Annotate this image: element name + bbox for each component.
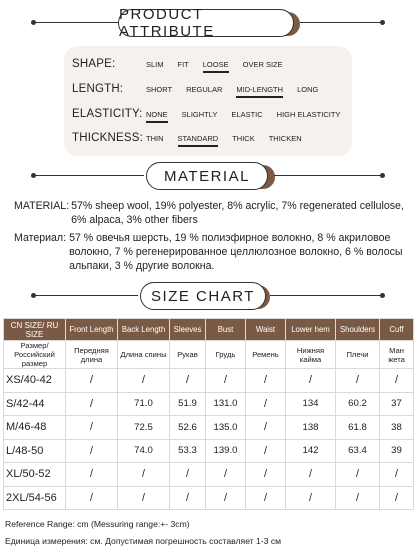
attribute-option-selected: MID-LENGTH (236, 84, 284, 94)
column-header-russian: Нижняя кайма (286, 341, 336, 369)
measurement-cell: / (336, 463, 380, 487)
measurement-cell: / (286, 486, 336, 510)
size-cell: XS/40-42 (4, 369, 66, 393)
table-row (4, 416, 414, 440)
size-table (3, 318, 414, 510)
measurement-cell: / (336, 369, 380, 393)
measurement-cell: 135.0 (206, 416, 246, 440)
measurement-cell: / (246, 463, 286, 487)
column-header: Waist (246, 319, 286, 341)
measurement-cell: 131.0 (206, 392, 246, 416)
measurement-cell: / (66, 463, 118, 487)
measurement-cell: 134 (286, 392, 336, 416)
material-heading (0, 162, 416, 190)
table-row (4, 439, 414, 463)
measurement-cell: / (336, 486, 380, 510)
material-ru-text: 57 % овечья шерсть, 19 % полиэфирное волокно, 8 % акриловое волокно, 7 % регенерированное целлюлозное волокно, 6 % волосы альпаки, 3 % другие волокна. (69, 232, 403, 272)
size-cell: L/48-50 (4, 439, 66, 463)
measurement-cell: / (170, 486, 206, 510)
column-header-russian: Передняя длина (66, 341, 118, 369)
measurement-cell: / (206, 369, 246, 393)
measurement-cell: / (170, 369, 206, 393)
column-header-russian: Ман жета (380, 341, 414, 369)
column-header: Lower hem (286, 319, 336, 341)
measurement-cell: 63.4 (336, 439, 380, 463)
table-row (4, 486, 414, 510)
attribute-option: LONG (297, 84, 319, 94)
measurement-cell: 71.0 (118, 392, 170, 416)
measurement-cell: 74.0 (118, 439, 170, 463)
measurement-cell: 138 (286, 416, 336, 440)
size-cell: S/42-44 (4, 392, 66, 416)
measurement-cell: 60.2 (336, 392, 380, 416)
measurement-cell: / (380, 463, 414, 487)
column-header-russian: Ремень (246, 341, 286, 369)
attribute-option: REGULAR (186, 84, 223, 94)
measurement-cell: 53.3 (170, 439, 206, 463)
column-header-russian: Длина спины (118, 341, 170, 369)
attribute-option: ELASTIC (231, 109, 263, 119)
measurement-cell: 139.0 (206, 439, 246, 463)
column-header: Sleeves (170, 319, 206, 341)
size-cell: M/46-48 (4, 416, 66, 440)
measurement-cell: / (206, 486, 246, 510)
attribute-option: THIN (146, 133, 164, 143)
measurement-cell: 38 (380, 416, 414, 440)
measurement-cell: 142 (286, 439, 336, 463)
column-header-russian: Размер/ Российский размер (4, 341, 66, 369)
measurement-cell: / (286, 369, 336, 393)
attribute-option: THICK (232, 133, 255, 143)
column-header-russian: Плечи (336, 341, 380, 369)
attribute-option: SLIM (146, 59, 164, 69)
attribute-row (72, 82, 332, 96)
measurement-cell: / (66, 416, 118, 440)
attribute-label: SHAPE: (72, 58, 116, 70)
attribute-row (72, 107, 354, 121)
measurement-cell: 39 (380, 439, 414, 463)
attribute-row (72, 57, 297, 71)
table-header-row (4, 319, 414, 341)
column-header-russian: Рукав (170, 341, 206, 369)
size-cell: XL/50-52 (4, 463, 66, 487)
material-title: MATERIAL (146, 162, 268, 190)
measurement-cell: / (246, 392, 286, 416)
measurement-cell: / (118, 486, 170, 510)
column-header: Shoulders (336, 319, 380, 341)
size-cell: 2XL/54-56 (4, 486, 66, 510)
column-header: Back Length (118, 319, 170, 341)
measurement-cell: 37 (380, 392, 414, 416)
measurement-cell: 72.5 (118, 416, 170, 440)
measurement-cell: / (66, 369, 118, 393)
measurement-cell: 61.8 (336, 416, 380, 440)
size-chart-heading (0, 282, 416, 310)
attribute-label: LENGTH: (72, 83, 124, 95)
table-row (4, 392, 414, 416)
column-header: CN SIZE/ RU SIZE (4, 319, 66, 341)
reference-note-russian: Единица измерения: см. Допустимая погрешность составляет 1-3 см (5, 536, 282, 546)
measurement-cell: / (118, 369, 170, 393)
product-attribute-heading (0, 6, 416, 40)
attribute-option-selected: LOOSE (202, 59, 229, 69)
attribute-option: OVER SIZE (242, 59, 283, 69)
measurement-cell: / (380, 369, 414, 393)
measurement-cell: / (246, 369, 286, 393)
column-header: Cuff (380, 319, 414, 341)
measurement-cell: 52.6 (170, 416, 206, 440)
measurement-cell: / (118, 463, 170, 487)
material-ru-label: Материал: (14, 232, 67, 244)
measurement-cell: / (66, 439, 118, 463)
measurement-cell: / (286, 463, 336, 487)
attribute-option: THICKEN (268, 133, 302, 143)
attribute-option: HIGH ELASTICITY (276, 109, 341, 119)
reference-note: Reference Range: cm (Messuring range:+- 3cm) (5, 519, 190, 529)
attribute-option: FIT (177, 59, 189, 69)
measurement-cell: / (66, 486, 118, 510)
attribute-option-selected: NONE (146, 109, 168, 119)
size-chart-title: SIZE CHART (140, 282, 266, 310)
attribute-label: ELASTICITY: (72, 108, 143, 120)
material-en-text: 57% sheep wool, 19% polyester, 8% acrylic, 7% regenerated cellulose, 6% alpaca, 3% other fibers (71, 200, 404, 226)
attribute-option: SLIGHTLY (181, 109, 218, 119)
product-attribute-title: PRODUCT ATTRIBUTE (118, 9, 294, 37)
measurement-cell: / (246, 416, 286, 440)
measurement-cell: / (246, 439, 286, 463)
table-row (4, 463, 414, 487)
measurement-cell: 51.9 (170, 392, 206, 416)
table-russian-header-row (4, 341, 414, 369)
material-english (14, 199, 409, 227)
material-russian (14, 231, 409, 273)
column-header-russian: Грудь (206, 341, 246, 369)
attribute-row (72, 131, 316, 145)
column-header: Front Length (66, 319, 118, 341)
attribute-option-selected: STANDARD (177, 133, 219, 143)
attribute-label: THICKNESS: (72, 132, 144, 144)
measurement-cell: / (246, 486, 286, 510)
measurement-cell: / (66, 392, 118, 416)
material-en-label: MATERIAL: (14, 200, 70, 212)
column-header: Bust (206, 319, 246, 341)
measurement-cell: / (380, 486, 414, 510)
measurement-cell: / (206, 463, 246, 487)
measurement-cell: / (170, 463, 206, 487)
attribute-option: SHORT (146, 84, 173, 94)
table-row (4, 369, 414, 393)
